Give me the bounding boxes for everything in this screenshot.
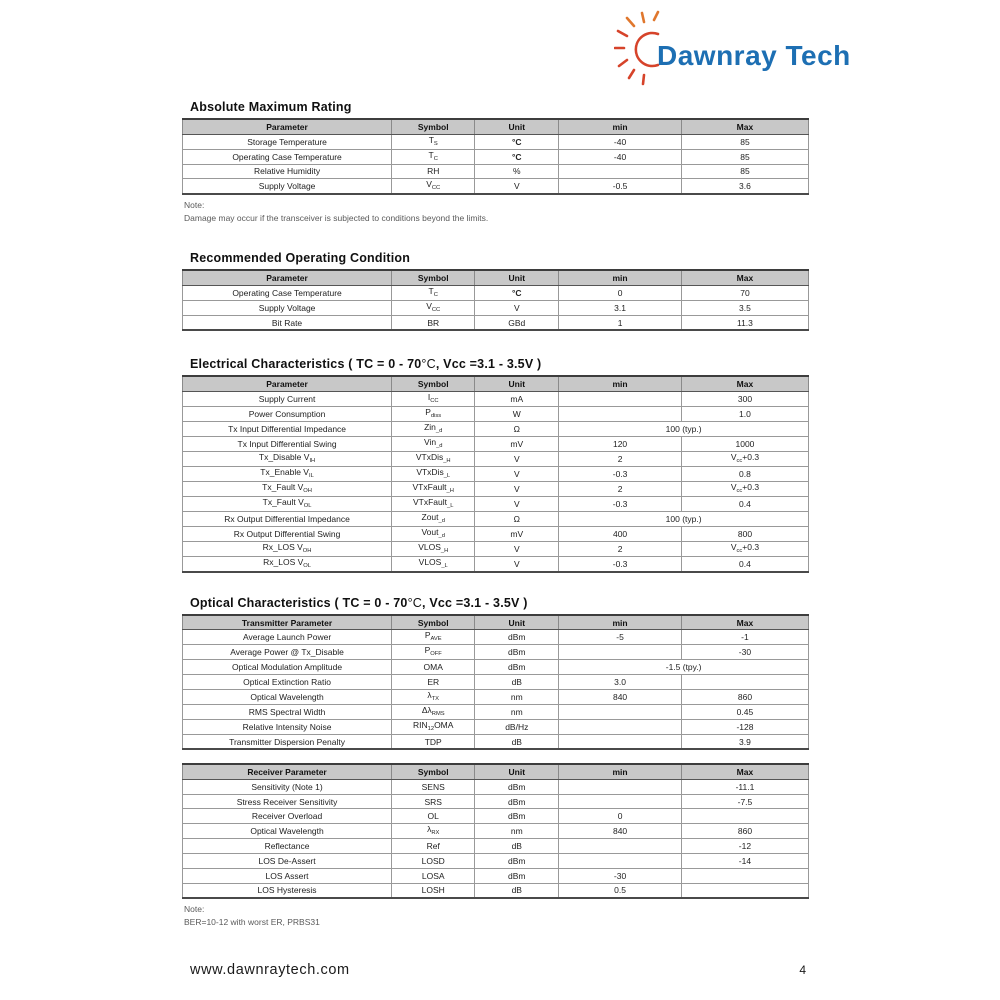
symbol-cell: $P_{diss}$ [392, 406, 475, 421]
column-header: Parameter [183, 119, 392, 134]
table-row [183, 868, 809, 883]
table-row [183, 421, 809, 436]
content-column [182, 100, 809, 929]
header-row [183, 376, 809, 391]
parameter-cell: Tx_Enable $V_{IL}$ [183, 466, 392, 481]
table-row [183, 689, 809, 704]
table-row [183, 660, 809, 675]
unit-cell: nm [475, 705, 559, 720]
unit-cell: dBm [475, 660, 559, 675]
min-cell: 120 [559, 436, 682, 451]
parameter-cell: LOS Hysteresis [183, 883, 392, 898]
unit-cell: dB [475, 839, 559, 854]
parameter-cell: LOS De-Assert [183, 854, 392, 869]
unit-cell: V [475, 300, 559, 315]
parameter-cell: Optical Extinction Ratio [183, 675, 392, 690]
symbol-cell: OMA [392, 660, 475, 675]
table-row [183, 300, 809, 315]
parameter-cell: Rx_LOS $V_{OL}$ [183, 556, 392, 572]
note-line: BER=10-12 with worst ER, PRBS31 [184, 916, 320, 927]
symbol-cell: ER [392, 675, 475, 690]
max-cell: 300 [681, 391, 808, 406]
unit-cell: V [475, 481, 559, 496]
column-header: Receiver Parameter [183, 764, 392, 779]
column-header: min [559, 615, 682, 630]
column-header: Transmitter Parameter [183, 615, 392, 630]
max-cell: -30 [681, 645, 808, 660]
unit-cell: dB/Hz [475, 720, 559, 735]
table-row [183, 164, 809, 179]
spec-section [182, 357, 809, 573]
parameter-cell: Bit Rate [183, 315, 392, 330]
table-row [183, 391, 809, 406]
unit-cell: dBm [475, 794, 559, 809]
symbol-cell: $RIN_{12}OMA$ [392, 720, 475, 735]
symbol-cell: $\Delta\lambda_{RMS}$ [392, 705, 475, 720]
unit-cell: nm [475, 689, 559, 704]
symbol-cell: VTxDis$_{\_L}$ [392, 466, 475, 481]
min-cell [559, 645, 682, 660]
parameter-cell: Tx_Fault $V_{OH}$ [183, 481, 392, 496]
parameter-cell: RMS Spectral Width [183, 705, 392, 720]
table-row [183, 466, 809, 481]
min-cell: 2 [559, 451, 682, 466]
min-cell: 2 [559, 481, 682, 496]
min-cell: -0.3 [559, 466, 682, 481]
parameter-cell: Supply Current [183, 391, 392, 406]
symbol-cell: LOSA [392, 868, 475, 883]
symbol-cell: Vin$_{\_d}$ [392, 436, 475, 451]
table-row [183, 556, 809, 572]
min-cell [559, 406, 682, 421]
table-row [183, 481, 809, 496]
column-header: Unit [475, 764, 559, 779]
unit-cell: dBm [475, 645, 559, 660]
min-cell: -5 [559, 630, 682, 645]
header-row [183, 270, 809, 285]
table-row [183, 406, 809, 421]
table-row [183, 839, 809, 854]
column-header: Unit [475, 615, 559, 630]
min-cell: 3.0 [559, 675, 682, 690]
min-cell: 840 [559, 689, 682, 704]
header-row [183, 615, 809, 630]
column-header: Unit [475, 376, 559, 391]
unit-cell: V [475, 541, 559, 556]
max-cell: 1000 [681, 436, 808, 451]
parameter-cell: Storage Temperature [183, 134, 392, 149]
symbol-cell: $I_{CC}$ [392, 391, 475, 406]
symbol-cell: $P_{OFF}$ [392, 645, 475, 660]
spec-section [182, 251, 809, 331]
table-row [183, 705, 809, 720]
spec-table [182, 118, 809, 195]
parameter-cell: Tx Input Differential Swing [183, 436, 392, 451]
section-title: Electrical Characteristics ( TC = 0 - 70°C, Vcc =3.1 - 3.5V ) [190, 357, 542, 372]
symbol-cell: SENS [392, 779, 475, 794]
min-cell: -0.3 [559, 496, 682, 511]
table-row [183, 630, 809, 645]
spec-table [182, 269, 809, 331]
column-header: min [559, 119, 682, 134]
max-cell [681, 868, 808, 883]
symbol-cell: OL [392, 809, 475, 824]
parameter-cell: Supply Voltage [183, 300, 392, 315]
unit-cell: dB [475, 883, 559, 898]
spec-table [182, 763, 809, 899]
website-url: www.dawnraytech.com [190, 962, 350, 978]
max-cell: 860 [681, 824, 808, 839]
table-row [183, 511, 809, 526]
unit-cell: dB [475, 675, 559, 690]
symbol-cell: LOSD [392, 854, 475, 869]
table-row [183, 451, 809, 466]
table-row [183, 794, 809, 809]
spec-table [182, 375, 809, 573]
unit-cell: mV [475, 436, 559, 451]
max-cell: -14 [681, 854, 808, 869]
max-cell: 70 [681, 285, 808, 300]
min-cell: 3.1 [559, 300, 682, 315]
parameter-cell: Optical Modulation Amplitude [183, 660, 392, 675]
column-header: Max [681, 376, 808, 391]
column-header: Symbol [392, 270, 475, 285]
table-row [183, 675, 809, 690]
symbol-cell: TDP [392, 735, 475, 750]
min-cell [559, 779, 682, 794]
max-cell: 3.5 [681, 300, 808, 315]
table-row [183, 496, 809, 511]
min-cell: -30 [559, 868, 682, 883]
notes-block [184, 903, 809, 929]
min-cell [559, 164, 682, 179]
column-header: Max [681, 270, 808, 285]
note-line: Note: [184, 200, 205, 211]
unit-cell: % [475, 164, 559, 179]
table-row [183, 645, 809, 660]
section-title: Recommended Operating Condition [190, 251, 411, 266]
min-cell: -40 [559, 134, 682, 149]
min-cell [559, 839, 682, 854]
parameter-cell: LOS Assert [183, 868, 392, 883]
min-cell [559, 391, 682, 406]
column-header: min [559, 376, 682, 391]
unit-cell: mV [475, 526, 559, 541]
max-cell: 85 [681, 134, 808, 149]
symbol-cell: Vout$_{\_d}$ [392, 526, 475, 541]
max-cell: 800 [681, 526, 808, 541]
parameter-cell: Tx Input Differential Impedance [183, 421, 392, 436]
min-cell [559, 720, 682, 735]
header-row [183, 764, 809, 779]
max-cell: 3.6 [681, 179, 808, 195]
parameter-cell: Supply Voltage [183, 179, 392, 195]
parameter-cell: Average Launch Power [183, 630, 392, 645]
column-header: Unit [475, 119, 559, 134]
min-cell: 0 [559, 285, 682, 300]
minmax-merged-cell: 100 (typ.) [559, 421, 809, 436]
max-cell: 0.45 [681, 705, 808, 720]
column-header: Parameter [183, 270, 392, 285]
table-row [183, 436, 809, 451]
unit-cell: °C [475, 149, 559, 164]
unit-cell: dB [475, 735, 559, 750]
min-cell: 0.5 [559, 883, 682, 898]
parameter-cell: Relative Humidity [183, 164, 392, 179]
symbol-cell: LOSH [392, 883, 475, 898]
max-cell: -128 [681, 720, 808, 735]
max-cell: $V_{cc}+0.3$ [681, 481, 808, 496]
parameter-cell: Tx_Disable $V_{IH}$ [183, 451, 392, 466]
symbol-cell: Ref [392, 839, 475, 854]
symbol-cell: $V_{CC}$ [392, 300, 475, 315]
parameter-cell: Average Power @ Tx_Disable [183, 645, 392, 660]
page-footer [190, 962, 808, 978]
parameter-cell: Operating Case Temperature [183, 149, 392, 164]
table-row [183, 179, 809, 195]
unit-cell: dBm [475, 854, 559, 869]
unit-cell: dBm [475, 779, 559, 794]
column-header: Max [681, 119, 808, 134]
column-header: Symbol [392, 764, 475, 779]
spec-section [182, 596, 809, 929]
min-cell [559, 794, 682, 809]
symbol-cell: SRS [392, 794, 475, 809]
min-cell [559, 735, 682, 750]
parameter-cell: Operating Case Temperature [183, 285, 392, 300]
table-row [183, 735, 809, 750]
max-cell: -11.1 [681, 779, 808, 794]
minmax-merged-cell: -1.5 (tpy.) [559, 660, 809, 675]
section-title: Absolute Maximum Rating [190, 100, 352, 114]
max-cell: $V_{cc}+0.3$ [681, 451, 808, 466]
spec-section [182, 100, 809, 225]
parameter-cell: Rx Output Differential Swing [183, 526, 392, 541]
spec-table [182, 614, 809, 750]
notes-block [184, 199, 809, 225]
column-header: Symbol [392, 615, 475, 630]
max-cell: 1.0 [681, 406, 808, 421]
column-header: Symbol [392, 119, 475, 134]
min-cell [559, 705, 682, 720]
column-header: Parameter [183, 376, 392, 391]
table-row [183, 315, 809, 330]
unit-cell: dBm [475, 630, 559, 645]
parameter-cell: Tx_Fault $V_{OL}$ [183, 496, 392, 511]
max-cell: -7.5 [681, 794, 808, 809]
max-cell: $V_{cc}+0.3$ [681, 541, 808, 556]
parameter-cell: Optical Wavelength [183, 824, 392, 839]
max-cell: -1 [681, 630, 808, 645]
table-row [183, 134, 809, 149]
symbol-cell: $\lambda_{TX}$ [392, 689, 475, 704]
table-row [183, 824, 809, 839]
table-row [183, 854, 809, 869]
company-logo [614, 10, 851, 88]
symbol-cell: $T_C$ [392, 149, 475, 164]
unit-cell: °C [475, 134, 559, 149]
symbol-cell: Zout$_{\_d}$ [392, 511, 475, 526]
parameter-cell: Sensitivity (Note 1) [183, 779, 392, 794]
table-row [183, 149, 809, 164]
parameter-cell: Rx Output Differential Impedance [183, 511, 392, 526]
max-cell: 0.4 [681, 496, 808, 511]
symbol-cell: $VLOS_{\_H}$ [392, 541, 475, 556]
min-cell: 2 [559, 541, 682, 556]
unit-cell: Ω [475, 511, 559, 526]
parameter-cell: Relative Intensity Noise [183, 720, 392, 735]
column-header: Symbol [392, 376, 475, 391]
section-title: Optical Characteristics ( TC = 0 - 70°C, Vcc =3.1 - 3.5V ) [190, 595, 528, 610]
min-cell: 0 [559, 809, 682, 824]
min-cell: 840 [559, 824, 682, 839]
table-row [183, 526, 809, 541]
symbol-cell: $T_C$ [392, 285, 475, 300]
column-header: min [559, 764, 682, 779]
unit-cell: mA [475, 391, 559, 406]
minmax-merged-cell: 100 (typ.) [559, 511, 809, 526]
column-header: Max [681, 764, 808, 779]
table-row [183, 720, 809, 735]
max-cell: 85 [681, 164, 808, 179]
parameter-cell: Rx_LOS $V_{OH}$ [183, 541, 392, 556]
unit-cell: V [475, 451, 559, 466]
max-cell: 11.3 [681, 315, 808, 330]
max-cell: -12 [681, 839, 808, 854]
symbol-cell: RH [392, 164, 475, 179]
symbol-cell: VTxDis$_{\_H}$ [392, 451, 475, 466]
symbol-cell: $\lambda_{RX}$ [392, 824, 475, 839]
note-line: Damage may occur if the transceiver is subjected to conditions beyond the limits. [184, 213, 489, 224]
unit-cell: V [475, 556, 559, 572]
unit-cell: nm [475, 824, 559, 839]
symbol-cell: $V_{CC}$ [392, 179, 475, 195]
unit-cell: Ω [475, 421, 559, 436]
max-cell: 3.9 [681, 735, 808, 750]
parameter-cell: Transmitter Dispersion Penalty [183, 735, 392, 750]
table-row [183, 809, 809, 824]
min-cell: 400 [559, 526, 682, 541]
table-row [183, 779, 809, 794]
max-cell [681, 883, 808, 898]
parameter-cell: Power Consumption [183, 406, 392, 421]
symbol-cell: VTxFault$_{\_L}$ [392, 496, 475, 511]
parameter-cell: Optical Wavelength [183, 689, 392, 704]
min-cell: -0.5 [559, 179, 682, 195]
max-cell [681, 809, 808, 824]
min-cell: -0.3 [559, 556, 682, 572]
unit-cell: dBm [475, 868, 559, 883]
min-cell: 1 [559, 315, 682, 330]
symbol-cell: $P_{AVE}$ [392, 630, 475, 645]
header-row [183, 119, 809, 134]
min-cell: -40 [559, 149, 682, 164]
max-cell: 85 [681, 149, 808, 164]
note-line: Note: [184, 903, 205, 914]
symbol-cell: Zin$_{\_d}$ [392, 421, 475, 436]
parameter-cell: Receiver Overload [183, 809, 392, 824]
table-row [183, 285, 809, 300]
unit-cell: V [475, 179, 559, 195]
min-cell [559, 854, 682, 869]
parameter-cell: Stress Receiver Sensitivity [183, 794, 392, 809]
page-number: 4 [799, 963, 806, 977]
unit-cell: °C [475, 285, 559, 300]
symbol-cell: BR [392, 315, 475, 330]
symbol-cell: $T_S$ [392, 134, 475, 149]
parameter-cell: Reflectance [183, 839, 392, 854]
column-header: Unit [475, 270, 559, 285]
unit-cell: GBd [475, 315, 559, 330]
max-cell [681, 675, 808, 690]
unit-cell: W [475, 406, 559, 421]
unit-cell: V [475, 466, 559, 481]
table-row [183, 883, 809, 898]
table-row [183, 541, 809, 556]
max-cell: 0.4 [681, 556, 808, 572]
max-cell: 860 [681, 689, 808, 704]
unit-cell: V [475, 496, 559, 511]
unit-cell: dBm [475, 809, 559, 824]
symbol-cell: VTxFault$_{\_H}$ [392, 481, 475, 496]
company-name: Dawnray Tech [657, 40, 851, 71]
column-header: Max [681, 615, 808, 630]
column-header: min [559, 270, 682, 285]
max-cell: 0.8 [681, 466, 808, 481]
symbol-cell: $VLOS_{\_L}$ [392, 556, 475, 572]
